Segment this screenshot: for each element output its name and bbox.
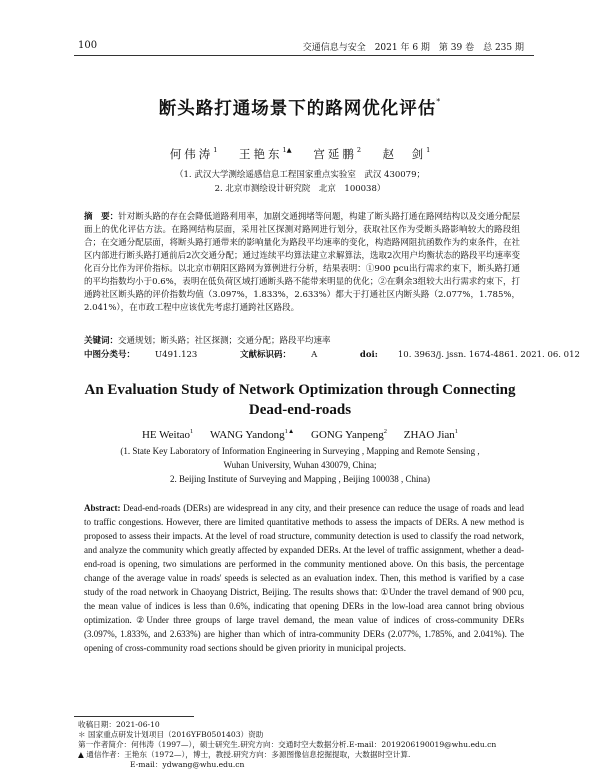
chinese-title: 断头路打通场景下的路网优化评估* [158, 97, 442, 119]
footnote-rule [74, 716, 194, 717]
doi-label: doi: [359, 350, 378, 360]
author-en-4: ZHAO Jian$^1$ [403, 428, 459, 441]
author-cn-4: 赵 剑$^1$ [382, 146, 431, 161]
author-en-2: WANG Yandong$^{1▲}$ [210, 428, 295, 441]
author-cn-1: 何伟涛$^1$ [169, 146, 218, 161]
english-abstract [84, 501, 524, 655]
english-title: An Evaluation Study of Network Optimization through Connecting Dead-end-roads [84, 382, 516, 418]
doc-code-label: 文献标识码： [240, 350, 292, 360]
journal-info: 交通信息与安全 2021 年 6 期 第 39 卷 总 235 期 [302, 43, 524, 53]
first-author-note: 第一作者简介：何伟涛（1997—），硕士研究生.研究方向：交通时空大数据分析.E-mail：2019206190019@whu.edu.cn [78, 740, 497, 749]
chinese-affiliation-2: 2. 北京市测绘设计研究院 北京 100038） [214, 184, 386, 194]
chinese-affiliation-1: （1. 武汉大学测绘遥感信息工程国家重点实验室 武汉 430079； [175, 170, 425, 180]
english-authors [0, 428, 600, 441]
fund-note: ＊ 国家重点研发计划项目（2016YFB0501403）资助 [78, 730, 264, 739]
corresponding-email: E-mail：ydwang@whu.edu.cn [130, 760, 245, 769]
chinese-abstract [84, 211, 520, 315]
abstract-text-cn: 针对断头路的存在会降低道路利用率，加剧交通拥堵等问题，构建了断头路打通在路网结构以及交通分配层面上的优化评估方法。在路网结构层面，采用社区探测对路网进行划分，获取社区作为受断头路影响较大的路段组合；在交通分配层面，将断头路打通带来的影响量化为路段平均速率的变化，构造路网阻抗函数作为约束条件，在社区内部进行断头路打通前后2次交通分配；通过连续平均算法建立求解算法，选取2次用户均衡状态的路段平均速率变化百分比作为评价指标。以北京市朝阳区路网为算例进行分析，结果表明：①900 pcu出行需求约束下，断头路打通的平均指数均小于0.6%，表明在低负荷区域打通断头路不能带来明显的优化；②在剩余3组较大出行需求约束下，打通跨社区断头路的评价指数均值（3.097%，1.833%，2.633%）都大于打通社区内断头路（2.077%，1.785%，2.041%），在市政工程中应该优先考虑打通跨社区路段。 [84, 212, 520, 313]
english-affiliation-2: Wuhan University, Wuhan 430079, China; [223, 460, 377, 470]
abstract-text-en: Dead-end-roads (DERs) are widespread in any city, and their presence can reduce the usage of roads and lead to traffic congestions. However, there are limited quantitative methods to assess the impacts of DERs. A new method is proposed to assess their impacts. At the level of road structure, community detection is used to classify the road network, and analyze the community which greatly affected by expanded DERs. At the level of traffic assignment, whether a dead-end-road is opening, two simulations are performed in the community mentioned above. On this basis, the percentage change of the average value in roads' speeds is selected as an evaluation index. Then, this method is varified by a case study of the road network in Chaoyang District, Beijing. The results shows that: ①Under the travel demand of 900 pcu, the mean value of indices is less than 0.6%, indicating that opening DERs in the low-load area cannot bring obvious optimization. ②Under three groups of large travel demand, the mean value of indices of cross-community DERs (3.097%, 1.833%, and 2.633%) are higher than which of intra-community DERs (2.077%, 1.785%, and 2.041%). The opening of cross-community road sections should be given priority in municipal projects. [84, 503, 524, 653]
english-affiliation-3: 2. Beijing Institute of Surveying and Mapping , Beijing 100038 , China) [170, 474, 430, 484]
running-header [0, 38, 600, 54]
doc-code: A [311, 350, 318, 360]
author-cn-3: 宫延鹏$^2$ [313, 146, 361, 161]
received-date: 收稿日期：2021-06-10 [78, 720, 160, 729]
header-rule [74, 55, 534, 56]
english-affiliation-1: (1. State Key Laboratory of Information Engineering in Surveying , Mapping and Remote Sensing , [120, 446, 480, 456]
clc-label: 中图分类号： [84, 350, 136, 360]
chinese-authors [0, 146, 600, 162]
author-cn-2: 王艳东$^{1▲}$ [239, 146, 292, 161]
abstract-label-cn: 摘 要： [84, 212, 119, 222]
doi-value: 10. 3963/j. jssn. 1674-4861. 2021. 06. 012 [397, 350, 580, 360]
corresponding-author-note: ▲ 通信作者：王艳东（1972—），博士，教授.研究方向：多源图像信息挖掘提取，大数据时空计算. [78, 750, 411, 759]
classification-line [84, 348, 580, 360]
author-en-1: HE Weitao$^1$ [141, 428, 194, 441]
chinese-keywords: 关键词：交通规划；断头路；社区探测；交通分配；路段平均速率 [84, 336, 331, 346]
author-en-3: GONG Yanpeng$^2$ [311, 428, 388, 441]
abstract-label-en: Abstract: [84, 503, 121, 513]
page-number: 100 [78, 40, 98, 51]
clc-code: U491.123 [155, 350, 198, 360]
